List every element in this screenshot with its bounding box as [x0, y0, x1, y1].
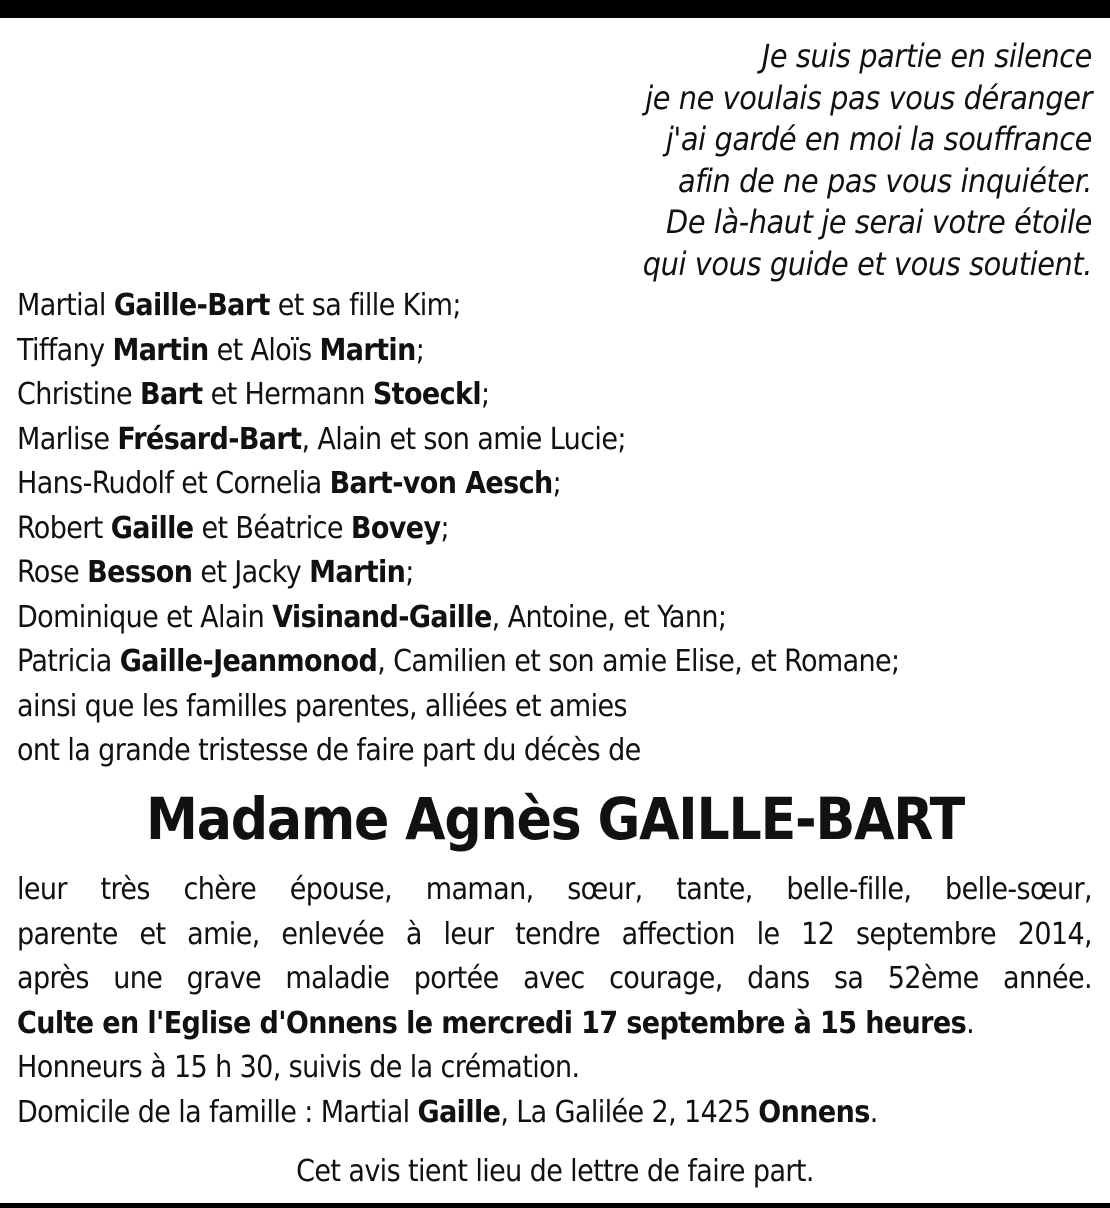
family-line: Dominique et Alain Visinand-Gaille, Antoine, et Yann; — [17, 599, 727, 635]
family-line: Robert Gaille et Béatrice Bovey; — [17, 510, 449, 546]
footer-note: Cet avis tient lieu de lettre de faire part. — [296, 1154, 814, 1189]
top-rule — [0, 0, 1110, 18]
family-line: ont la grande tristesse de faire part du décès de — [17, 733, 641, 768]
poem-line: je ne voulais pas vous déranger — [645, 78, 1092, 117]
family-line: Christine Bart et Hermann Stoeckl; — [17, 377, 490, 412]
poem-line: qui vous guide et vous soutient. — [642, 244, 1092, 283]
family-line: Patricia Gaille-Jeanmonod, Camilien et son amie Elise, et Romane; — [17, 644, 900, 679]
family-line: Martial Gaille-Bart et sa fille Kim; — [17, 288, 461, 323]
honours-line: Honneurs à 15 h 30, suivis de la crémation. — [17, 1050, 580, 1085]
family-line: Marlise Frésard-Bart, Alain et son amie Lucie; — [17, 421, 626, 457]
bottom-rule — [0, 1203, 1110, 1208]
poem-line: afin de ne pas vous inquiéter. — [677, 161, 1092, 200]
deceased-name: Madame Agnès GAILLE-BART — [145, 785, 965, 853]
family-line: Tiffany Martin et Aloïs Martin; — [17, 332, 425, 368]
family-list — [17, 284, 1097, 774]
poem-line: Je suis partie en silence — [761, 37, 1092, 75]
family-line: Rose Besson et Jacky Martin; — [17, 555, 414, 590]
poem-line: De là-haut je serai votre étoile — [666, 203, 1092, 241]
service-line: Culte en l'Eglise d'Onnens le mercredi 17 septembre à 15 heures. — [17, 1005, 975, 1041]
family-line: Hans-Rudolf et Cornelia Bart-von Aesch; — [17, 466, 562, 501]
family-line: ainsi que les familles parentes, alliées et amies — [17, 688, 627, 724]
domicile-line: Domicile de la famille : Martial Gaille, La Galilée 2, 1425 Onnens. — [17, 1094, 878, 1130]
notice-body — [17, 868, 1092, 1135]
body-line: parente et amie, enlevée à leur tendre affection le 12 septembre 2014, — [17, 916, 1092, 952]
poem-line: j'ai gardé en moi la souffrance — [665, 120, 1092, 158]
body-line: leur très chère épouse, maman, sœur, tante, belle-fille, belle-sœur, — [17, 872, 1092, 907]
body-line: après une grave maladie portée avec courage, dans sa 52ème année. — [17, 961, 1092, 996]
poem — [392, 36, 1092, 285]
